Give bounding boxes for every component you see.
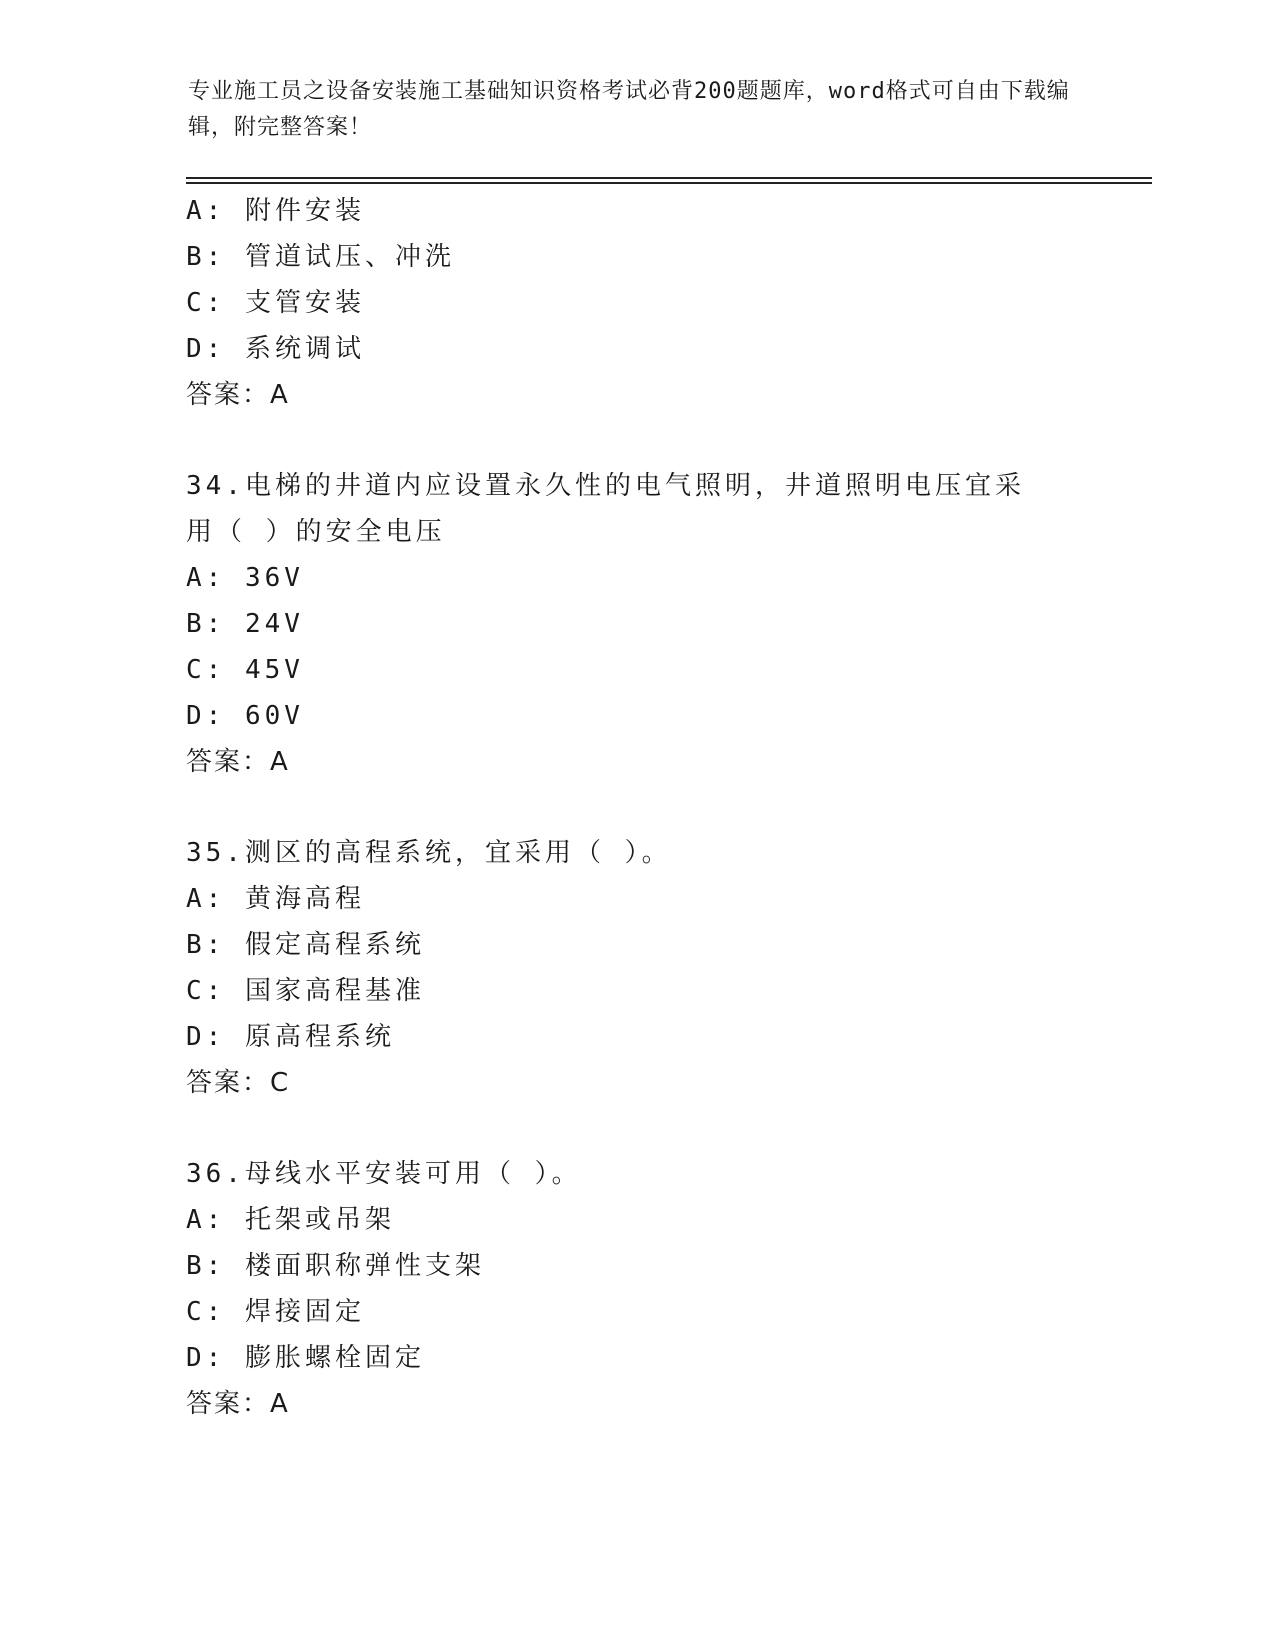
header-divider-top [186, 177, 1152, 179]
answer-line: 答案：A [186, 747, 290, 777]
option-b: B: 假定高程系统 [186, 930, 425, 960]
header-divider-bottom [186, 182, 1152, 184]
option-a: A: 36V [186, 563, 304, 593]
option-a: A: 附件安装 [186, 196, 365, 226]
question-text: 35.测区的高程系统，宜采用（ ）。 [186, 838, 672, 868]
option-c: C: 支管安装 [186, 288, 365, 318]
spacer [186, 1106, 1086, 1151]
answer-line: 答案：A [186, 380, 290, 410]
question-block [186, 463, 1086, 785]
question-block [186, 1151, 1086, 1427]
question-text: 36.母线水平安装可用（ ）。 [186, 1159, 582, 1189]
answer-line: 答案：C [186, 1068, 291, 1098]
option-c: C: 45V [186, 655, 304, 685]
spacer [186, 418, 1086, 463]
option-b: B: 管道试压、冲洗 [186, 242, 455, 272]
question-block [186, 830, 1086, 1106]
option-b: B: 楼面职称弹性支架 [186, 1251, 485, 1281]
option-b: B: 24V [186, 609, 304, 639]
question-list [186, 188, 1086, 1427]
document-header: 专业施工员之设备安装施工基础知识资格考试必背200题题库，word格式可自由下载编辑，附完整答案！ [188, 79, 1070, 140]
option-d: D: 60V [186, 701, 304, 731]
option-d: D: 系统调试 [186, 334, 365, 364]
option-c: C: 国家高程基准 [186, 976, 425, 1006]
option-a: A: 托架或吊架 [186, 1205, 395, 1235]
answer-line: 答案：A [186, 1389, 290, 1419]
option-a: A: 黄海高程 [186, 884, 365, 914]
question-text: 34.电梯的井道内应设置永久性的电气照明，井道照明电压宜采用（ ）的安全电压 [186, 471, 1025, 547]
option-d: D: 膨胀螺栓固定 [186, 1343, 425, 1373]
question-block [186, 188, 1086, 418]
option-d: D: 原高程系统 [186, 1022, 395, 1052]
option-c: C: 焊接固定 [186, 1297, 365, 1327]
spacer [186, 785, 1086, 830]
